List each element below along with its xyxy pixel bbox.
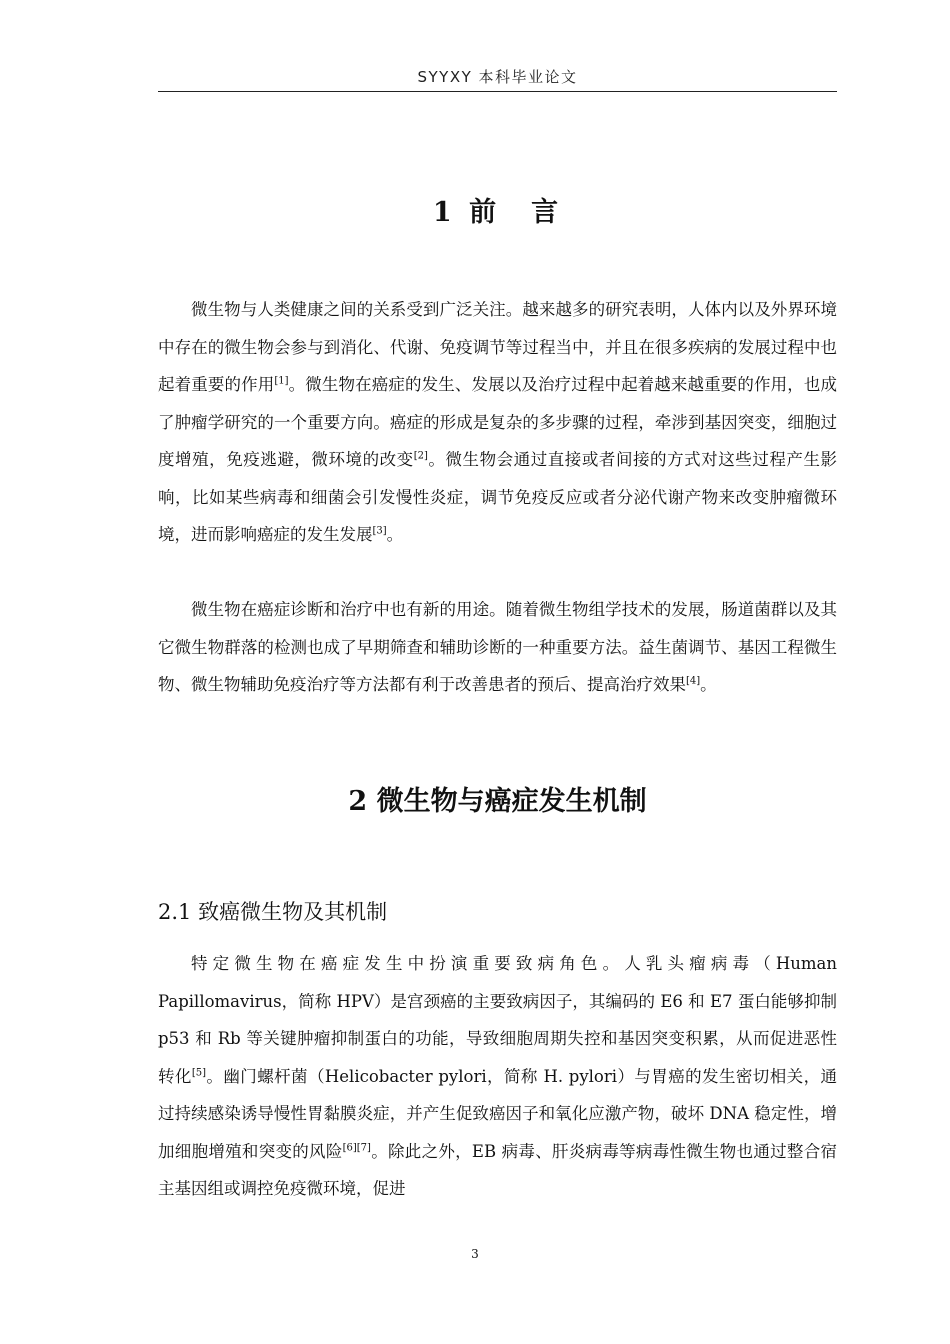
text-run: 微生物与人类健康之间的关系受到广泛关注。越来越多的研究表明，人体内以及外界环境中存在的微生物会参与到消化、代谢、免疫调节等过程当中，并且在很多疾病的发展过程中也起着重要的作用: [158, 300, 837, 394]
text-run: 。: [700, 675, 717, 694]
chapter-2-title: 2 微生物与癌症发生机制: [348, 786, 647, 817]
chapter-1-paragraph-1: [158, 291, 837, 554]
section-2-1-paragraph-1: [158, 945, 837, 1208]
section-2-1-title: 2.1 致癌微生物及其机制: [158, 900, 388, 924]
citation-ref[interactable]: [1]: [274, 375, 289, 387]
text-run: 。幽门螺杆菌（Helicobacter pylori，简称 H. pylori）与胃癌的发生密切相关，通过持续感染诱导慢性胃黏膜炎症，并产生促致癌因子和氧化应激产物，破坏 DNA 稳定性，增加细胞增殖和突变的风险: [158, 1066, 837, 1161]
header-rule: [158, 91, 837, 92]
text-run: 微生物在癌症诊断和治疗中也有新的用途。随着微生物组学技术的发展，肠道菌群以及其它微生物群落的检测也成了早期筛查和辅助诊断的一种重要方法。益生菌调节、基因工程微生物、微生物辅助免疫治疗等方法都有利于改善患者的预后、提高治疗效果: [158, 600, 837, 694]
chapter-1-paragraph-2: [158, 591, 837, 704]
text-run: 。微生物在癌症的发生、发展以及治疗过程中起着越来越重要的作用，也成了肿瘤学研究的一个重要方向。癌症的形成是复杂的多步骤的过程，牵涉到基因突变，细胞过度增殖，免疫逃避，微环境的改变: [158, 375, 838, 469]
chapter-1-title: 1 前 言: [432, 197, 563, 228]
text-run: 。除此之外，EB 病毒、肝炎病毒等病毒性微生物也通过整合宿主基因组或调控免疫微环境，促进: [158, 1141, 837, 1198]
text-run: 。: [386, 525, 404, 544]
text-run: 。微生物会通过直接或者间接的方式对这些过程产生影响，比如某些病毒和细菌会引发慢性炎症，调节免疫反应或者分泌代谢产物来改变肿瘤微环境，进而影响癌症的发生发展: [158, 450, 837, 544]
text-run: 特定微生物在癌症发生中扮演重要致病角色。人乳头瘤病毒（Human Papillomavirus，简称 HPV）是宫颈癌的主要致病因子，其编码的 E6 和 E7 蛋白能够抑制 p53 和 Rb 等关键肿瘤抑制蛋白的功能，导致细胞周期失控和基因突变积累，从而促进恶性转化: [158, 954, 837, 1086]
running-header: SYYXY 本科毕业论文: [417, 68, 578, 86]
citation-ref[interactable]: [6][7]: [342, 1142, 371, 1153]
page-number: 3: [471, 1247, 479, 1261]
citation-ref[interactable]: [2]: [413, 450, 428, 462]
citation-ref[interactable]: [3]: [372, 525, 387, 537]
citation-ref[interactable]: [5]: [191, 1067, 207, 1078]
citation-ref[interactable]: [4]: [686, 675, 701, 687]
